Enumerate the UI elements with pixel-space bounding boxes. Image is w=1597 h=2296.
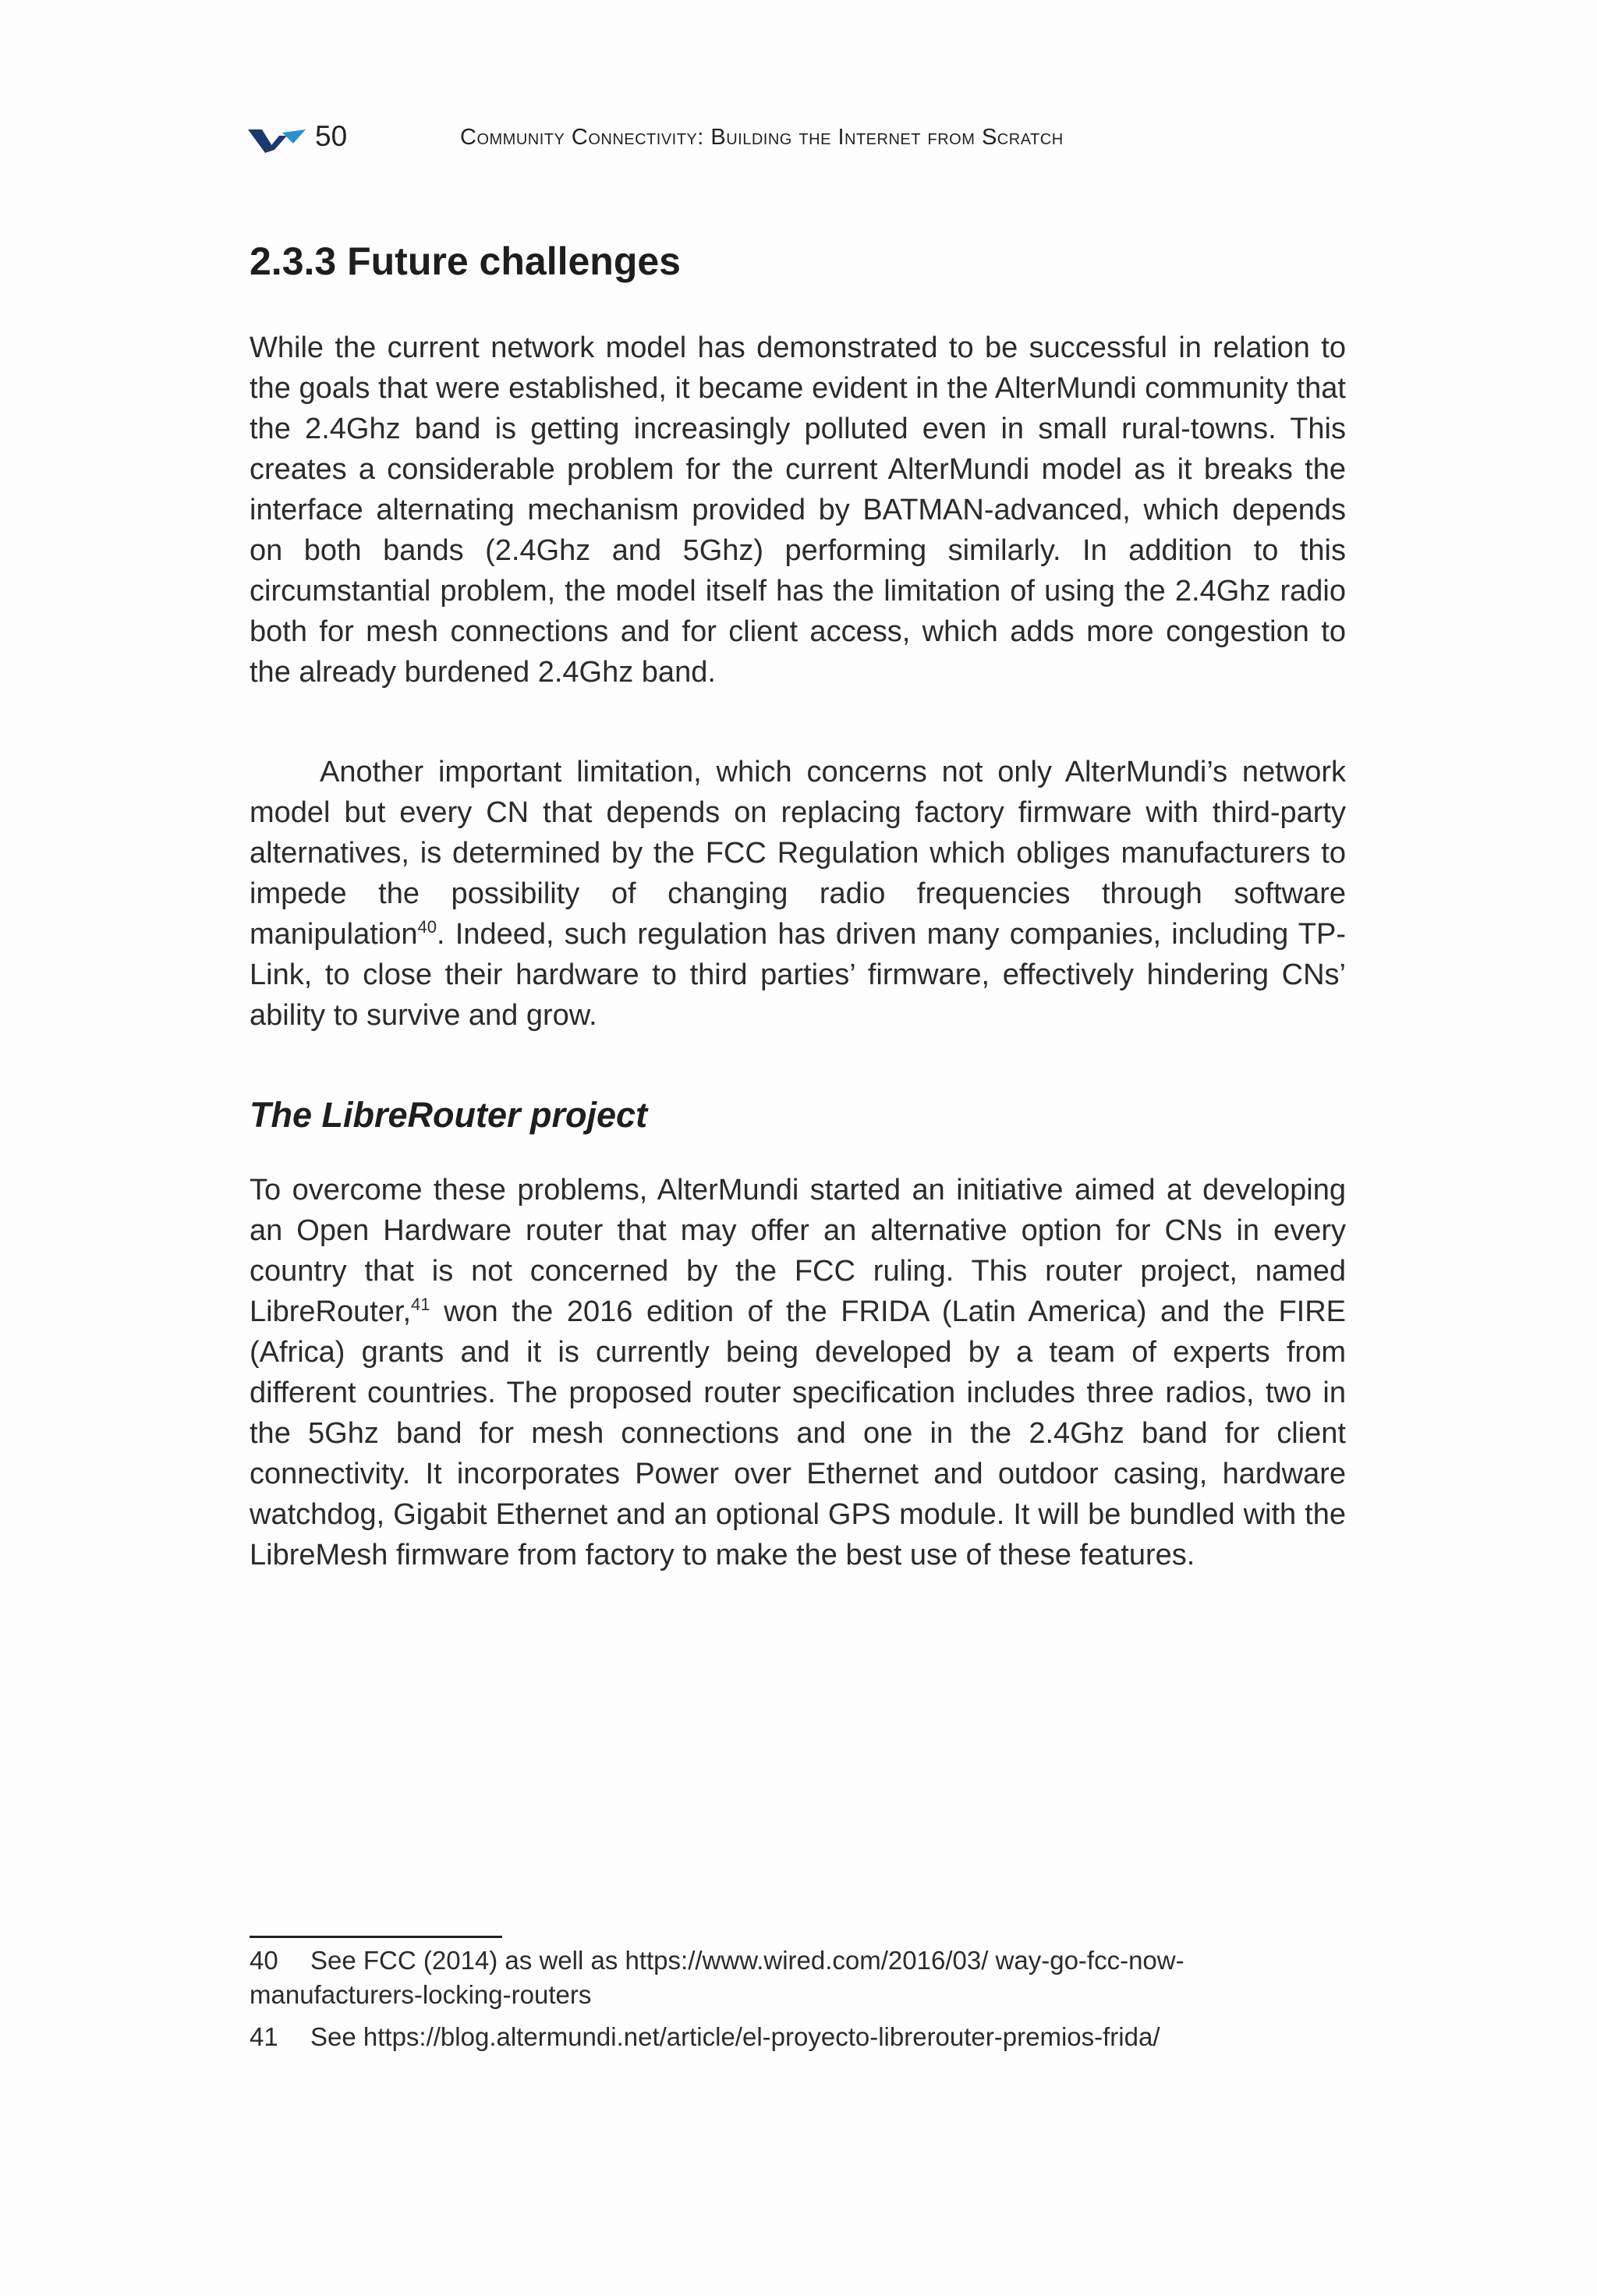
paragraph-1: While the current network model has demonstrated to be successful in relation to the goals that were established, it became evident in the AlterMundi community that the 2.4Ghz band is getting increasingly polluted even in small rural-towns. This creates a considerable problem for the current AlterMundi model as it breaks the interface alternating mechanism provided by BATMAN-advanced, which depends on both bands (2.4Ghz and 5Ghz) performing similarly. In addition to this circumstantial problem, the model itself has the limitation of using the 2.4Ghz radio both for mesh connections and for client access, which adds more congestion to the already burdened 2.4Ghz band. [250, 331, 1346, 689]
footnotes [250, 1943, 1346, 2062]
footnote-40 [250, 1943, 1346, 2012]
paragraph-3-text-b: won the 2016 edition of the FRIDA (Latin America) and the FIRE (Africa) grants and it is currently being developed by a team of experts from different countries. The proposed router specification includes three radios, two in the 5Ghz band for mesh connections and one in the 2.4Ghz band for client connectivity. It incorporates Power over Ethernet and outdoor casing, hardware watchdog, Gigabit Ethernet and an optional GPS module. It will be bundled with the LibreMesh firmware from factory to make the best use of these features. [250, 1295, 1346, 1571]
footnote-ref-41[interactable]: 41 [411, 1295, 430, 1314]
paragraph-2 [250, 752, 1346, 1036]
running-header [248, 117, 1379, 161]
paragraph-3 [250, 1170, 1346, 1575]
page-number: 50 [315, 120, 348, 152]
footnote-text: See https://blog.altermundi.net/article/el-proyecto-librerouter-premios-frida/ [310, 2022, 1160, 2051]
footnote-text: See FCC (2014) as well as https://www.wired.com/2016/03/ way-go-fcc-now-manufacturers-locking-routers [250, 1946, 1184, 2009]
running-title: Community Connectivity: Building the Internet from Scratch [460, 125, 1064, 150]
paragraph-3-text-a: To overcome these problems, AlterMundi started an initiative aimed at developing an Open Hardware router that may offer an alternative option for CNs in every country that is not concerned by the FCC ruling. This router project, named LibreRouter, [250, 1174, 1346, 1328]
paragraph-2-text-a: Another important limitation, which concerns not only AlterMundi’s network model but every CN that depends on replacing factory firmware with third-party alternatives, is determined by the FCC Regulation which obliges manufacturers to impede the possibility of changing radio frequencies through software manipulation [250, 756, 1346, 951]
paragraph-2-text-b: . Indeed, such regulation has driven many companies, including TP-Link, to close their hardware to third parties’ firmware, effectively hindering CNs’ ability to survive and grow. [250, 918, 1346, 1032]
publisher-logo-icon [248, 126, 307, 154]
footnote-number: 41 [250, 2022, 278, 2051]
section-title: 2.3.3 Future challenges [250, 239, 681, 283]
footnote-41 [250, 2020, 1346, 2054]
subsection-title: The LibreRouter project [250, 1095, 648, 1135]
footnote-ref-40[interactable]: 40 [417, 917, 437, 937]
footnote-number: 40 [250, 1946, 278, 1975]
footnote-divider [250, 1936, 502, 1938]
